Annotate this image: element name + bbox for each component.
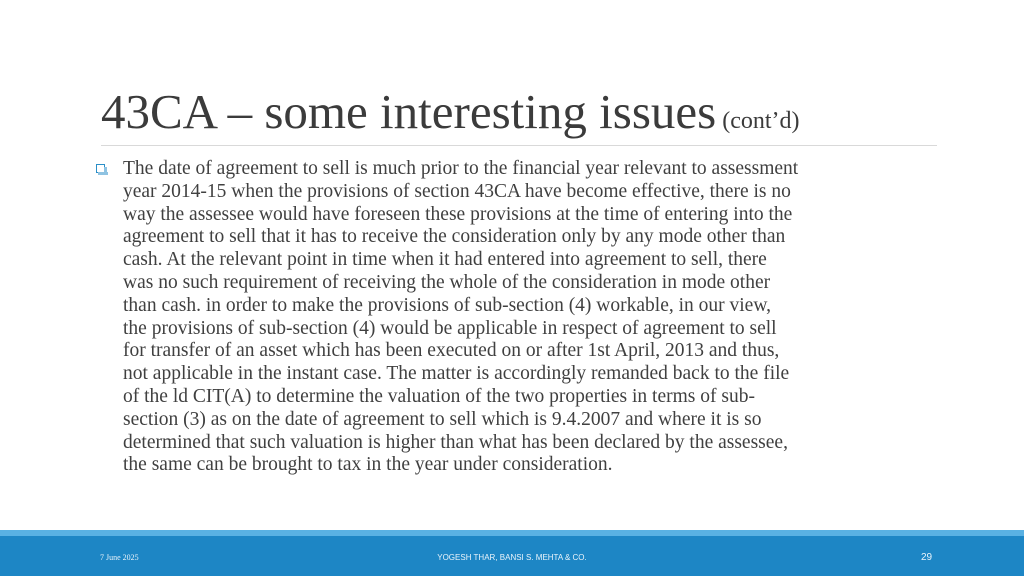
title-main: 43CA – some interesting issues	[101, 84, 717, 139]
paragraph-line: the provisions of sub-section (4) would be applicable in respect of agreement to sell	[123, 317, 777, 339]
paragraph-line: than cash. in order to make the provisions of sub-section (4) workable, in our view,	[123, 294, 772, 316]
paragraph-line: cash. At the relevant point in time when it had entered into agreement to sell, there	[123, 249, 767, 271]
paragraph-line: determined that such valuation is higher than what has been declared by the assessee,	[123, 431, 788, 453]
paragraph-line: the same can be brought to tax in the year under consideration.	[123, 454, 613, 476]
hollow-square-bullet-icon	[96, 164, 105, 173]
slide-title	[101, 84, 800, 140]
paragraph-line: for transfer of an asset which has been executed on or after 1st April, 2013 and thus,	[123, 340, 780, 362]
title-suffix: (cont’d)	[722, 108, 800, 134]
footer-date: 7 June 2025	[100, 553, 139, 562]
paragraph-line: agreement to sell that it has to receive the consideration only by any mode other than	[123, 226, 786, 248]
page-number: 29	[921, 552, 933, 563]
paragraph-line: of the ld CIT(A) to determine the valuation of the two properties in terms of sub-	[123, 385, 755, 407]
footer-author: YOGESH THAR, BANSI S. MEHTA & CO.	[437, 553, 587, 562]
paragraph-line: section (3) as on the date of agreement to sell which is 9.4.2007 and where it is so	[123, 408, 762, 430]
paragraph-line: year 2014-15 when the provisions of section 43CA have become effective, there is no	[123, 180, 791, 202]
paragraph-line: was no such requirement of receiving the whole of the consideration in mode other	[123, 271, 771, 293]
title-divider	[101, 145, 937, 146]
paragraph-line: The date of agreement to sell is much prior to the financial year relevant to assessment	[123, 158, 799, 179]
paragraph-line: not applicable in the instant case. The matter is accordingly remanded back to the file	[123, 363, 790, 385]
bullet-paragraph	[123, 158, 945, 477]
paragraph-line: way the assessee would have foreseen these provisions at the time of entering into the	[123, 203, 793, 225]
